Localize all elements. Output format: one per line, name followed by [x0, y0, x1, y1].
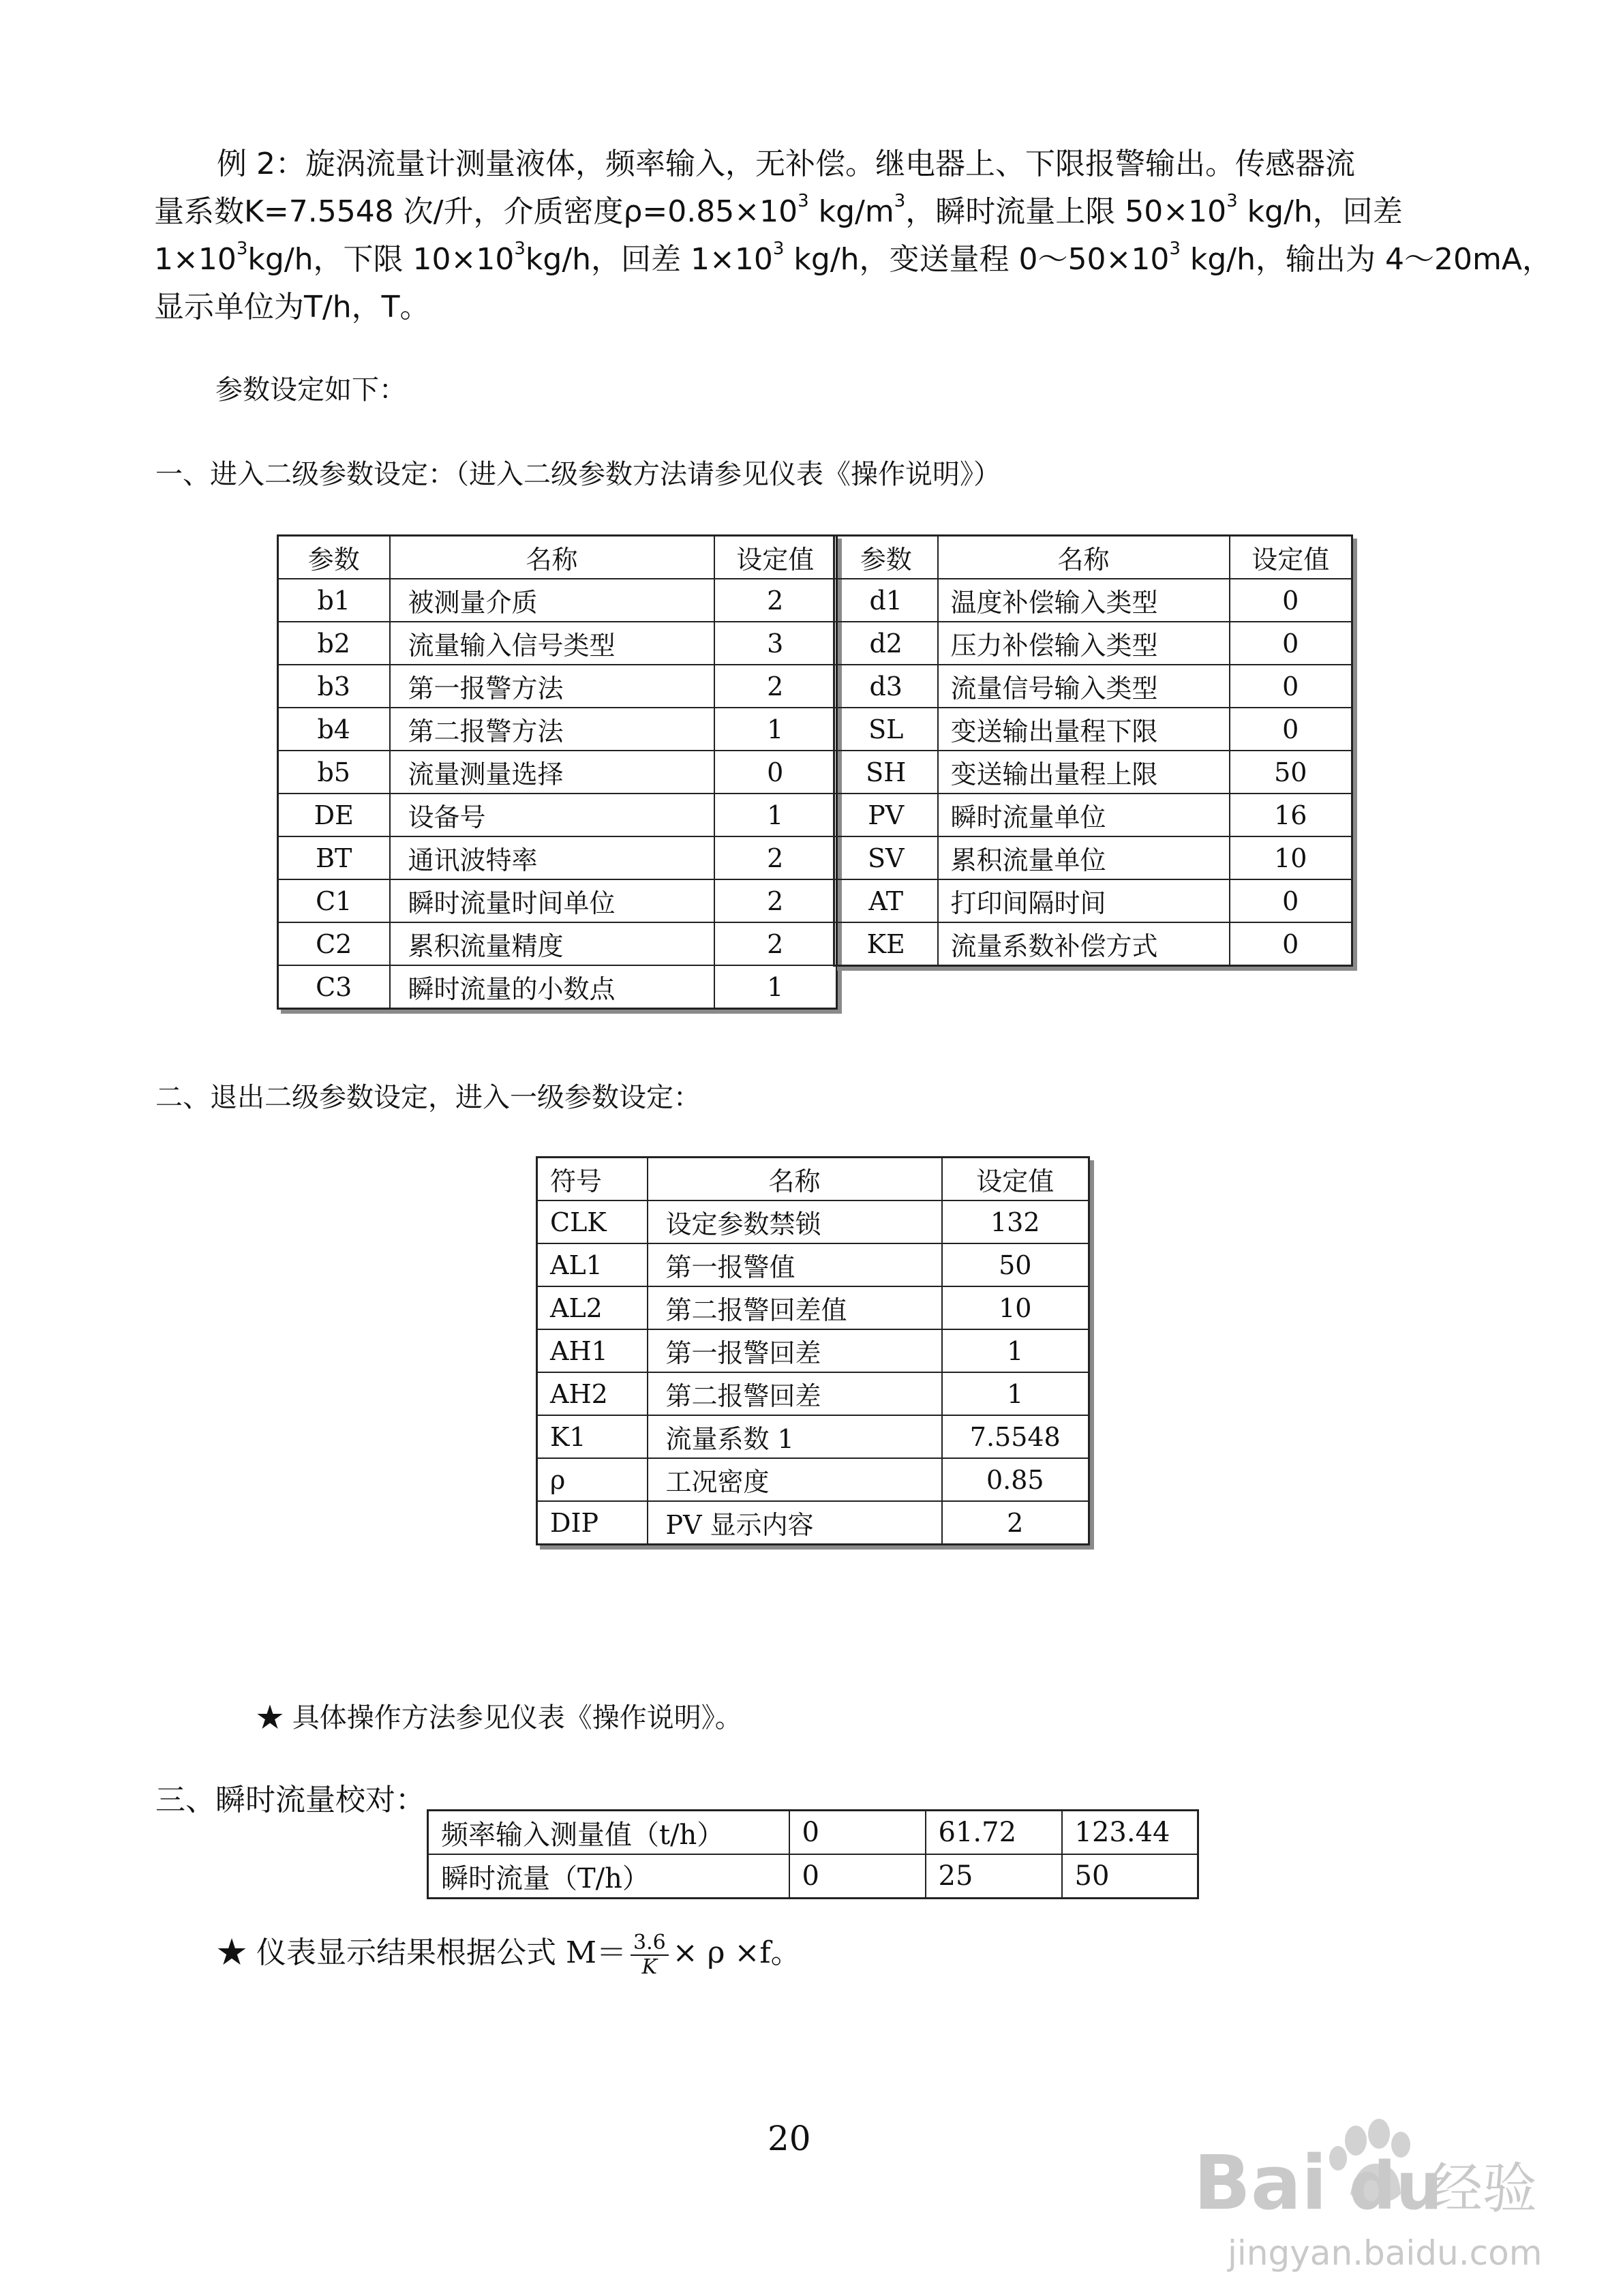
table-header-row [537, 1158, 1089, 1201]
cell-code: b5 [278, 751, 390, 794]
cell-code: AH1 [537, 1329, 648, 1372]
cell-name: 流量系数补偿方式 [938, 922, 1230, 966]
table-row [834, 665, 1352, 708]
table-row [834, 708, 1352, 751]
cell-name: 流量信号输入类型 [938, 665, 1230, 708]
cell-name: 设备号 [390, 794, 714, 836]
header-value: 设定值 [942, 1158, 1089, 1201]
cell-name: PV 显示内容 [648, 1501, 942, 1545]
cell-value: 2 [714, 579, 837, 622]
cell-name: 瞬时流量单位 [938, 794, 1230, 836]
cell-name: 变送输出量程下限 [938, 708, 1230, 751]
cell-code: CLK [537, 1200, 648, 1243]
cell-code: BT [278, 836, 390, 879]
cell-name: 压力补偿输入类型 [938, 622, 1230, 665]
cell-value: 0 [1230, 879, 1352, 922]
cell-value: 0 [789, 1811, 926, 1855]
cell-name: 设定参数禁锁 [648, 1200, 942, 1243]
cell-value: 132 [942, 1200, 1089, 1243]
header-symbol: 符号 [537, 1158, 648, 1201]
cell-value: 0.85 [942, 1458, 1089, 1501]
watermark-url: jingyan.baidu.com [1228, 2233, 1541, 2273]
table-row [278, 879, 837, 922]
cell-value: 50 [1230, 751, 1352, 794]
cell-code: b2 [278, 622, 390, 665]
cell-code: ρ [537, 1458, 648, 1501]
cell-code: C3 [278, 965, 390, 1009]
cell-code: SL [834, 708, 938, 751]
formula-fraction [631, 1931, 669, 1979]
cell-code: AH2 [537, 1372, 648, 1415]
cell-value: 61.72 [926, 1811, 1062, 1855]
cell-code: d2 [834, 622, 938, 665]
cell-name: 累积流量单位 [938, 836, 1230, 879]
header-value: 设定值 [714, 536, 837, 579]
table-row [537, 1286, 1089, 1329]
cell-name: 第一报警值 [648, 1243, 942, 1286]
fraction-denominator: K [641, 1954, 658, 1979]
cell-code: K1 [537, 1415, 648, 1458]
cell-name: 第一报警回差 [648, 1329, 942, 1372]
cell-code: AT [834, 879, 938, 922]
cell-name: 流量系数 1 [648, 1415, 942, 1458]
cell-value: 0 [789, 1854, 926, 1899]
cell-value: 25 [926, 1854, 1062, 1899]
cell-name: 变送输出量程上限 [938, 751, 1230, 794]
table-row [537, 1458, 1089, 1501]
cell-name: 打印间隔时间 [938, 879, 1230, 922]
table-secondary-params-left [277, 534, 838, 1010]
cell-code: SV [834, 836, 938, 879]
cell-code: b3 [278, 665, 390, 708]
header-name: 名称 [390, 536, 714, 579]
cell-code: AL1 [537, 1243, 648, 1286]
table-row [278, 794, 837, 836]
cell-code: d3 [834, 665, 938, 708]
table-row [278, 708, 837, 751]
cell-value: 1 [714, 708, 837, 751]
table-row [537, 1501, 1089, 1545]
cell-code: b4 [278, 708, 390, 751]
watermark-brand: Bai [1194, 2139, 1327, 2226]
cell-name: 被测量介质 [390, 579, 714, 622]
cell-value: 50 [942, 1243, 1089, 1286]
cell-code: DIP [537, 1501, 648, 1545]
header-name: 名称 [648, 1158, 942, 1201]
cell-value: 2 [714, 836, 837, 879]
table-row [278, 579, 837, 622]
table-row [537, 1200, 1089, 1243]
intro-paragraph [154, 140, 1552, 331]
cell-value: 2 [942, 1501, 1089, 1545]
table-header-row [278, 536, 837, 579]
cell-value: 0 [1230, 579, 1352, 622]
table-primary-params [536, 1156, 1090, 1545]
cell-value: 7.5548 [942, 1415, 1089, 1458]
table-header-row [834, 536, 1352, 579]
cell-value: 2 [714, 879, 837, 922]
table-row [428, 1811, 1198, 1855]
watermark-brand-du: du [1349, 2148, 1443, 2224]
intro-line-1: 例 2：旋涡流量计测量液体，频率输入，无补偿。继电器上、下限报警输出。传感器流 [217, 147, 1355, 181]
section-2-heading: 二、退出二级参数设定，进入一级参数设定： [155, 1082, 701, 1113]
cell-name: 通讯波特率 [390, 836, 714, 879]
cell-code: DE [278, 794, 390, 836]
section-3-heading: 三、瞬时流量校对： [155, 1783, 425, 1817]
intro-line-3: $1\times 10^3kg/h$，下限 $10\times 10^3kg/h$，回差 $1\times 10^3$ kg/h，变送量程 $0\sim 50\times 10^3$ kg/h，输出为 4～20mA， [154, 239, 1552, 277]
table-flow-check [427, 1809, 1199, 1899]
table-row [278, 965, 837, 1009]
cell-value: 3 [714, 622, 837, 665]
baidu-jingyan-watermark [1187, 2113, 1541, 2291]
cell-name: 第二报警回差 [648, 1372, 942, 1415]
table-row [537, 1243, 1089, 1286]
table-secondary-params-right [833, 534, 1353, 967]
cell-code: PV [834, 794, 938, 836]
fraction-numerator: 3.6 [631, 1931, 669, 1956]
table-row [278, 665, 837, 708]
table-row [834, 794, 1352, 836]
cell-value: 0 [1230, 922, 1352, 966]
header-param: 参数 [834, 536, 938, 579]
cell-name: 流量测量选择 [390, 751, 714, 794]
table-row [834, 579, 1352, 622]
cell-code: b1 [278, 579, 390, 622]
note-formula [217, 1928, 801, 1979]
cell-value: 2 [714, 922, 837, 965]
note-operation-manual: ★ 具体操作方法参见仪表《操作说明》。 [256, 1702, 742, 1734]
cell-name: 累积流量精度 [390, 922, 714, 965]
table-row [537, 1415, 1089, 1458]
cell-code: C2 [278, 922, 390, 965]
cell-value: 50 [1062, 1854, 1198, 1899]
cell-value: 0 [1230, 622, 1352, 665]
cell-value: 1 [714, 965, 837, 1009]
cell-value: 123.44 [1062, 1811, 1198, 1855]
cell-value: 1 [942, 1329, 1089, 1372]
cell-name: 瞬时流量的小数点 [390, 965, 714, 1009]
table-row [834, 922, 1352, 966]
cell-value: 16 [1230, 794, 1352, 836]
cell-name: 瞬时流量时间单位 [390, 879, 714, 922]
table-row [278, 751, 837, 794]
watermark-logo [1187, 2113, 1541, 2291]
table-row [834, 879, 1352, 922]
cell-value: 0 [1230, 708, 1352, 751]
cell-value: 0 [1230, 665, 1352, 708]
intro-line-4: 显示单位为T/h，T。 [154, 290, 430, 324]
table-row [537, 1329, 1089, 1372]
watermark-cn: 经验 [1428, 2157, 1537, 2220]
formula-suffix: × ρ ×f。 [672, 1935, 801, 1970]
table-row [278, 836, 837, 879]
cell-code: C1 [278, 879, 390, 922]
cell-name: 流量输入信号类型 [390, 622, 714, 665]
cell-name: 第二报警方法 [390, 708, 714, 751]
header-value: 设定值 [1230, 536, 1352, 579]
table-row [428, 1854, 1198, 1899]
table-row [834, 751, 1352, 794]
header-param: 参数 [278, 536, 390, 579]
cell-name: 温度补偿输入类型 [938, 579, 1230, 622]
formula-prefix: ★ 仪表显示结果根据公式 M＝ [217, 1935, 627, 1970]
intro-line-2: 量系数K=7.5548 次/升，介质密度$\rho=0.85\times 10^3$ $kg/m^3$，瞬时流量上限 $50\times 10^3$ kg/h，回差 [154, 191, 1403, 229]
cell-name: 第一报警方法 [390, 665, 714, 708]
cell-value: 10 [942, 1286, 1089, 1329]
cell-value: 0 [714, 751, 837, 794]
header-name: 名称 [938, 536, 1230, 579]
cell-value: 1 [942, 1372, 1089, 1415]
cell-label: 瞬时流量（T/h） [428, 1854, 789, 1899]
cell-value: 1 [714, 794, 837, 836]
table-row [537, 1372, 1089, 1415]
table-row [278, 622, 837, 665]
page-number: 20 [768, 2119, 811, 2158]
cell-code: KE [834, 922, 938, 966]
table-row [834, 836, 1352, 879]
table-row [834, 622, 1352, 665]
table-row [278, 922, 837, 965]
cell-code: SH [834, 751, 938, 794]
cell-value: 2 [714, 665, 837, 708]
cell-code: d1 [834, 579, 938, 622]
cell-name: 第二报警回差值 [648, 1286, 942, 1329]
cell-value: 10 [1230, 836, 1352, 879]
section-1-heading: 一、进入二级参数设定：（进入二级参数方法请参见仪表《操作说明》） [155, 459, 1001, 490]
cell-name: 工况密度 [648, 1458, 942, 1501]
cell-code: AL2 [537, 1286, 648, 1329]
param-intro: 参数设定如下： [215, 374, 406, 406]
cell-label: 频率输入测量值（t/h） [428, 1811, 789, 1855]
